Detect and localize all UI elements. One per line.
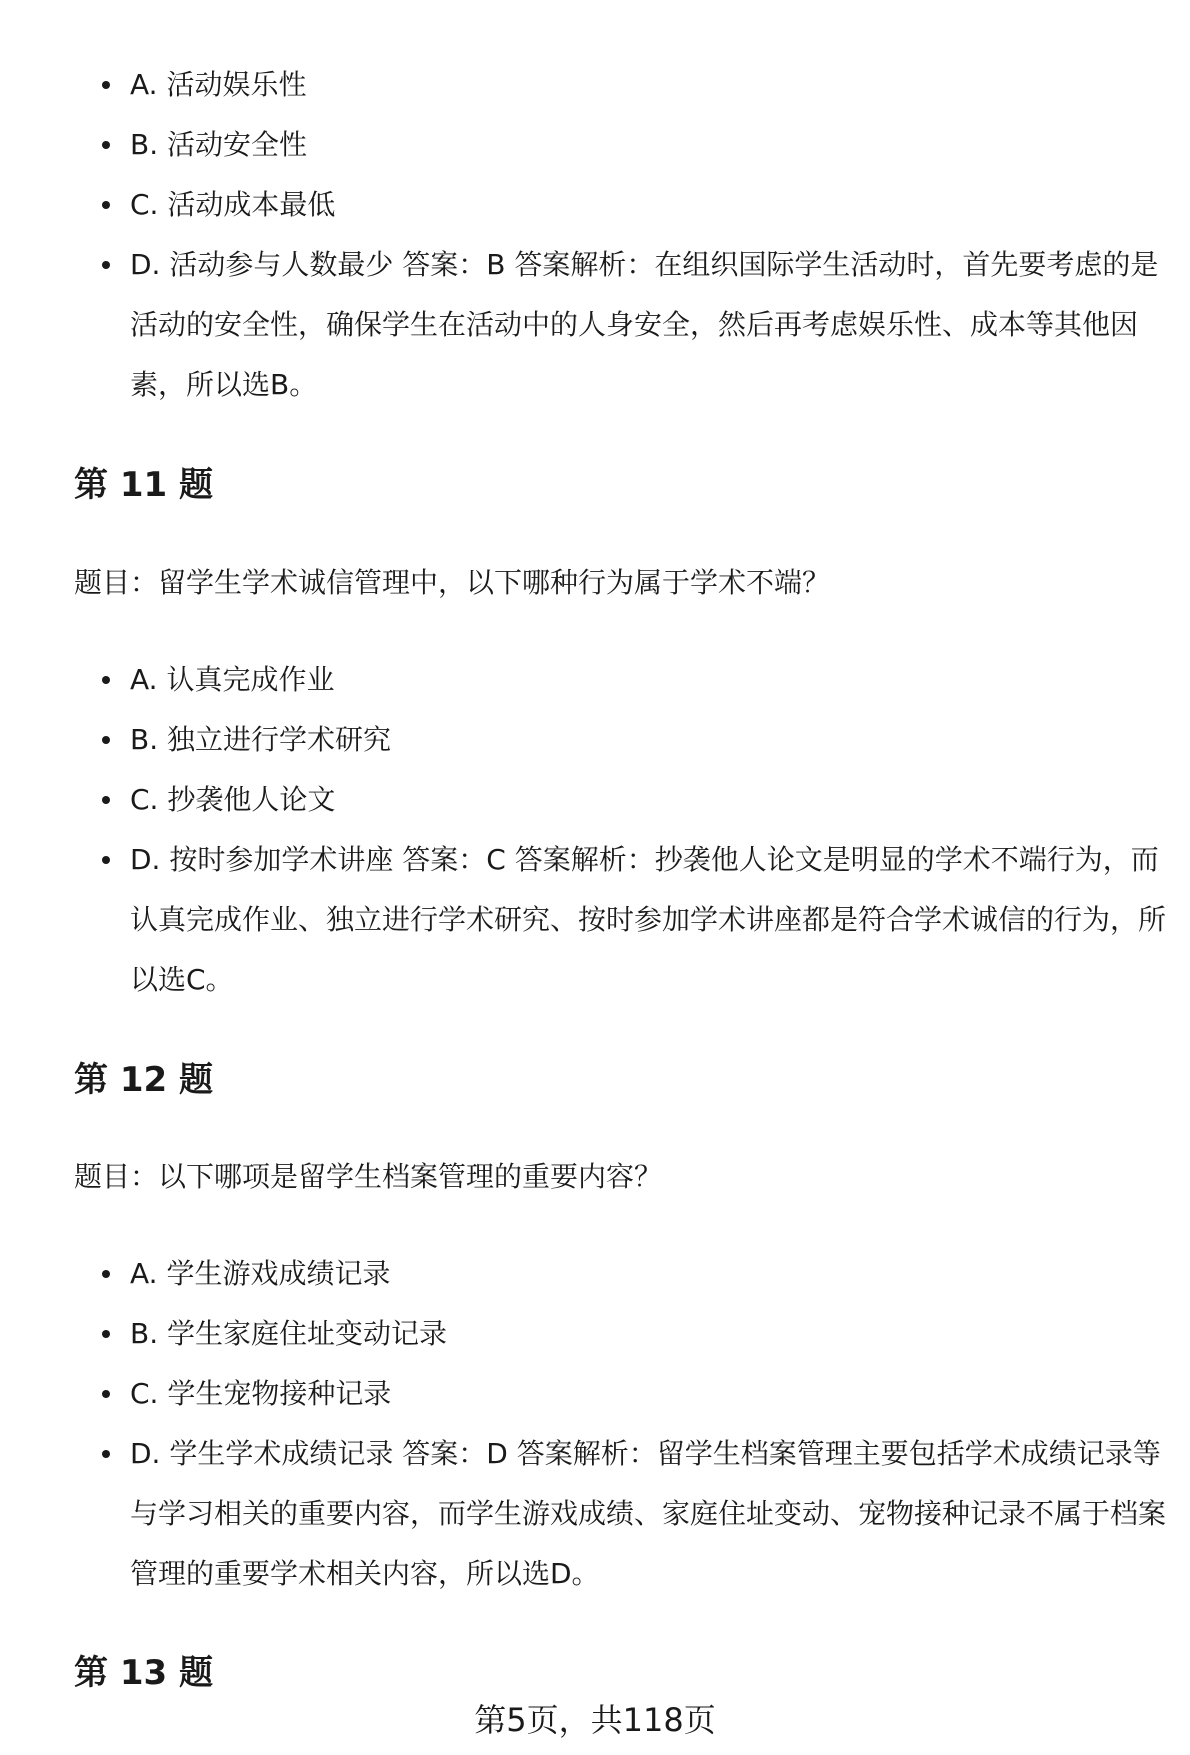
q12-option-b: B. 学生家庭住址变动记录: [0, 1304, 1190, 1364]
page-number-footer: 第5页，共118页: [474, 1701, 716, 1739]
q12-heading: 第 12 题: [74, 1060, 213, 1100]
q11-heading: 第 11 题: [74, 465, 213, 505]
q11-option-d-answer: D. 按时参加学术讲座 答案：C 答案解析：抄袭他人论文是明显的学术不端行为，而认真完成作业、独立进行学术研究、按时参加学术讲座都是符合学术诚信的行为，所以选C。: [0, 830, 1190, 1010]
q11-options-list: [0, 650, 1190, 1010]
q10-option-d-answer: D. 活动参与人数最少 答案：B 答案解析：在组织国际学生活动时，首先要考虑的是活动的安全性，确保学生在活动中的人身安全，然后再考虑娱乐性、成本等其他因素，所以选B。: [0, 235, 1190, 415]
q10-options-list: [0, 55, 1190, 415]
q11-option-b: B. 独立进行学术研究: [0, 710, 1190, 770]
q10-option-a: A. 活动娱乐性: [0, 55, 1190, 115]
q12-option-c: C. 学生宠物接种记录: [0, 1364, 1190, 1424]
q12-option-a: A. 学生游戏成绩记录: [0, 1244, 1190, 1304]
q11-question: 题目：留学生学术诚信管理中，以下哪种行为属于学术不端？: [74, 566, 831, 599]
q12-options-list: [0, 1244, 1190, 1604]
q10-option-b: B. 活动安全性: [0, 115, 1190, 175]
q11-option-c: C. 抄袭他人论文: [0, 770, 1190, 830]
q13-heading: 第 13 题: [74, 1653, 213, 1693]
q12-question: 题目：以下哪项是留学生档案管理的重要内容？: [74, 1160, 663, 1193]
q11-option-a: A. 认真完成作业: [0, 650, 1190, 710]
q12-option-d-answer: D. 学生学术成绩记录 答案：D 答案解析：留学生档案管理主要包括学术成绩记录等与学习相关的重要内容，而学生游戏成绩、家庭住址变动、宠物接种记录不属于档案管理的重要学术相关内容，所以选D。: [0, 1424, 1190, 1604]
q10-option-c: C. 活动成本最低: [0, 175, 1190, 235]
